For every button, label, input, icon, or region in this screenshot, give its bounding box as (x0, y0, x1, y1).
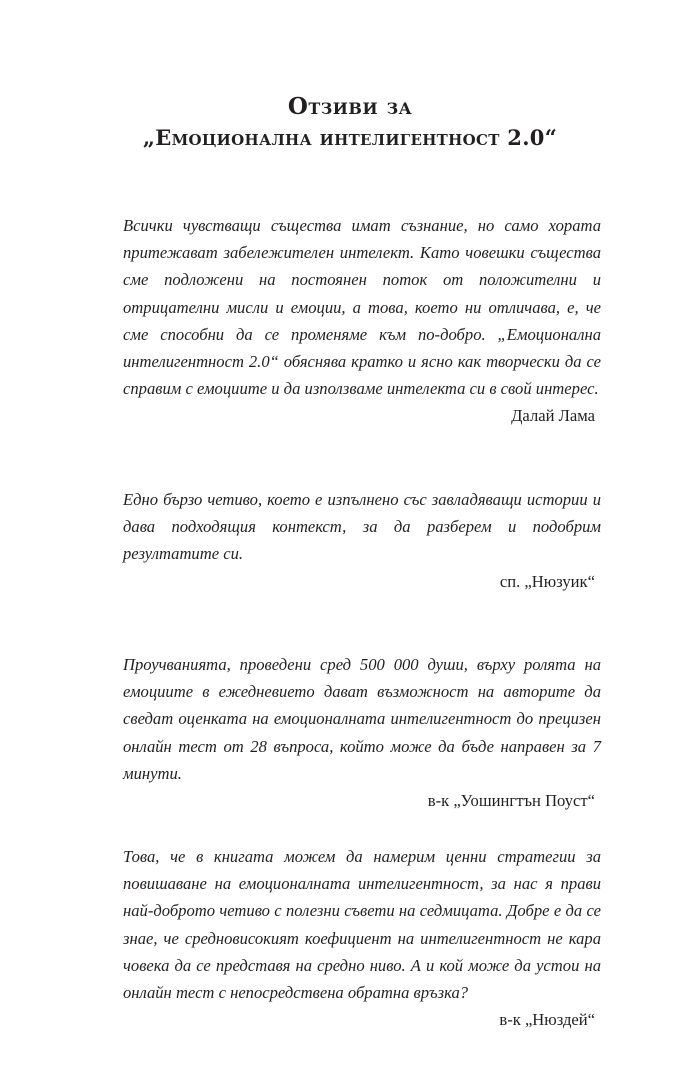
review-text: Всички чувстващи същества имат съзнание, но само хората притежават забележителен интелект. Като човешки същества сме подложени на постоянен поток от положителни и отрицателни мисли и емоции, а това, което ни отличава, е, че сме способни да се променяме към по-добро. „Емоционална интелигентност 2.0“ обяснява кратко и ясно как творчески да се справим с емоциите и да използваме интелекта си в свой интерес. (123, 216, 601, 399)
review-text: Това, че в книгата можем да намерим ценни стратегии за повишаване на емоционалната интелигентност, за нас я прави най-доброто четиво с полезни съвети на седмицата. Добре е да се знае, че средновисокият коефициент на интелигентност не кара човека да се представя на средно ниво. А и кой може да устои на онлайн тест с непосредствена обратна връзка? (123, 847, 601, 1003)
review-block (123, 212, 601, 430)
review-block (123, 843, 601, 1033)
review-text: Едно бързо четиво, което е изпълнено със завладяващи истории и дава подходящия контекст, за да разберем и подобрим резултатите си. (123, 490, 601, 564)
review-source: Далай Лама (511, 406, 595, 426)
page-title: Отзиви за (287, 93, 413, 120)
book-title: „Емоционална интелигентност 2.0“ (142, 125, 558, 150)
review-block (123, 486, 601, 595)
review-source: сп. „Нюзуик“ (499, 571, 595, 591)
review-block (123, 651, 601, 814)
review-source: в-к „Уошингтън Поуст“ (427, 791, 595, 811)
review-text: Проучванията, проведени сред 500 000 души, върху ролята на емоциите в ежедневието дават възможност на авторите да сведат оценката на емоционалната интелигентност до прецизен онлайн тест от 28 въпроса, който може да бъде направен за 7 минути. (123, 655, 601, 783)
review-source: в-к „Нюздей“ (499, 1010, 595, 1030)
